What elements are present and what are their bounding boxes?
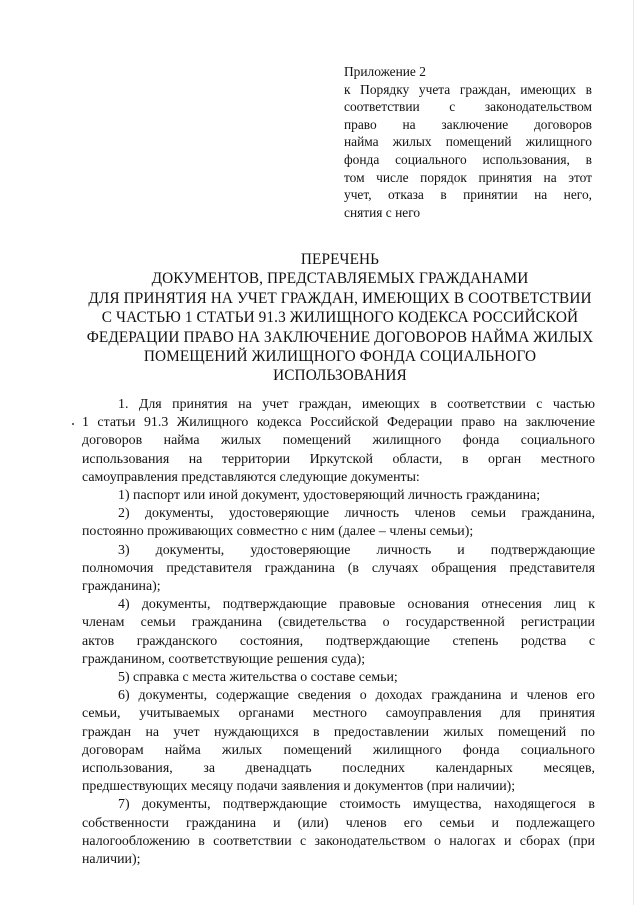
body-line: налогообложению в соответствии с законодательством о налогах и сборах (при bbox=[82, 833, 595, 849]
appendix-line: снятия с него bbox=[344, 204, 421, 220]
title-line: С ЧАСТЬЮ 1 СТАТЬИ 91.3 ЖИЛИЩНОГО КОДЕКСА РОССИЙСКОЙ bbox=[101, 309, 579, 327]
body-line: 1. Для принятия на учет граждан, имеющих в соответствии с частью bbox=[118, 397, 595, 412]
document-title bbox=[40, 250, 640, 386]
body-line: 5) справка с места жительства о составе семьи; bbox=[118, 670, 398, 686]
appendix-header bbox=[344, 63, 592, 221]
appendix-line: к Порядку учета граждан, имеющих в bbox=[344, 81, 592, 97]
title-line: ПОМЕЩЕНИЙ ЖИЛИЩНОГО ФОНДА СОЦИАЛЬНОГО bbox=[143, 348, 537, 366]
appendix-line: том числе порядок принятия на этот bbox=[344, 169, 592, 185]
body-line: гражданином, соответствующие решения суда); bbox=[82, 651, 366, 667]
title-line: ПЕРЕЧЕНЬ bbox=[300, 251, 380, 268]
body-line: семьи, учитываемых органами местного самоуправления для принятия bbox=[82, 706, 595, 722]
body-line: договорам найма жилых помещений жилищного фонда социального bbox=[82, 742, 595, 758]
body-line: гражданина); bbox=[82, 579, 161, 595]
appendix-line: право на заключение договоров bbox=[344, 116, 592, 132]
body-line: использования на территории Иркутской области, в орган местного bbox=[82, 451, 595, 467]
body-line: граждан на учет нуждающихся в предоставлении жилых помещений по bbox=[82, 724, 595, 740]
title-line: ФЕДЕРАЦИИ ПРАВО НА ЗАКЛЮЧЕНИЕ ДОГОВОРОВ НАЙМА ЖИЛЫХ bbox=[86, 328, 594, 346]
title-line: ДОКУМЕНТОВ, ПРЕДСТАВЛЯЕМЫХ ГРАЖДАНАМИ bbox=[151, 270, 529, 288]
body-line: 1) паспорт или иной документ, удостоверяющий личность гражданина; bbox=[118, 488, 541, 504]
body-line: актов гражданского состояния, подтверждающие степень родства с bbox=[82, 633, 595, 649]
body-line: предшествующих месяцу подачи заявления и документов (при наличии); bbox=[82, 779, 516, 795]
body-line: самоуправления представляются следующие документы: bbox=[82, 469, 420, 485]
body-line: членам семьи гражданина (свидетельства о государственной регистрации bbox=[82, 615, 595, 631]
scan-edge bbox=[633, 0, 634, 905]
appendix-line: фонда социального использования, в bbox=[344, 151, 592, 167]
body-line: собственности гражданина и (или) членов его семьи и подлежащего bbox=[82, 815, 595, 831]
body-line: 3) документы, удостоверяющие личность и подтверждающие bbox=[118, 542, 595, 558]
body-line: 7) документы, подтверждающие стоимость имущества, находящегося в bbox=[118, 797, 595, 813]
appendix-line: соответствии с законодательством bbox=[344, 99, 592, 115]
document-body bbox=[82, 396, 595, 869]
body-line: 6) документы, содержащие сведения о доходах гражданина и членов его bbox=[118, 688, 595, 704]
scan-margin-mark bbox=[72, 423, 74, 425]
body-line: 4) документы, подтверждающие правовые основания отнесения лиц к bbox=[118, 597, 595, 613]
body-line: наличии); bbox=[82, 852, 141, 868]
body-line: договоров найма жилых помещений жилищного фонда социального bbox=[82, 433, 595, 449]
body-line: постоянно проживающих совместно с ним (далее – члены семьи); bbox=[82, 524, 474, 540]
appendix-line: учет, отказа в принятии на него, bbox=[344, 187, 592, 203]
body-line: полномочия представителя гражданина (в случаях обращения представителя bbox=[82, 560, 595, 576]
title-line: ДЛЯ ПРИНЯТИЯ НА УЧЕТ ГРАЖДАН, ИМЕЮЩИХ В СООТВЕТСТВИИ bbox=[88, 289, 592, 307]
title-line: ИСПОЛЬЗОВАНИЯ bbox=[273, 367, 407, 385]
body-line: 1 статьи 91.3 Жилищного кодекса Российской Федерации право на заключение bbox=[82, 415, 595, 431]
appendix-number: Приложение 2 bbox=[344, 64, 426, 79]
body-line: 2) документы, удостоверяющие личность членов семьи гражданина, bbox=[118, 506, 595, 522]
appendix-line: найма жилых помещений жилищного bbox=[344, 134, 592, 150]
body-line: использования, за двенадцать последних календарных месяцев, bbox=[82, 761, 595, 777]
